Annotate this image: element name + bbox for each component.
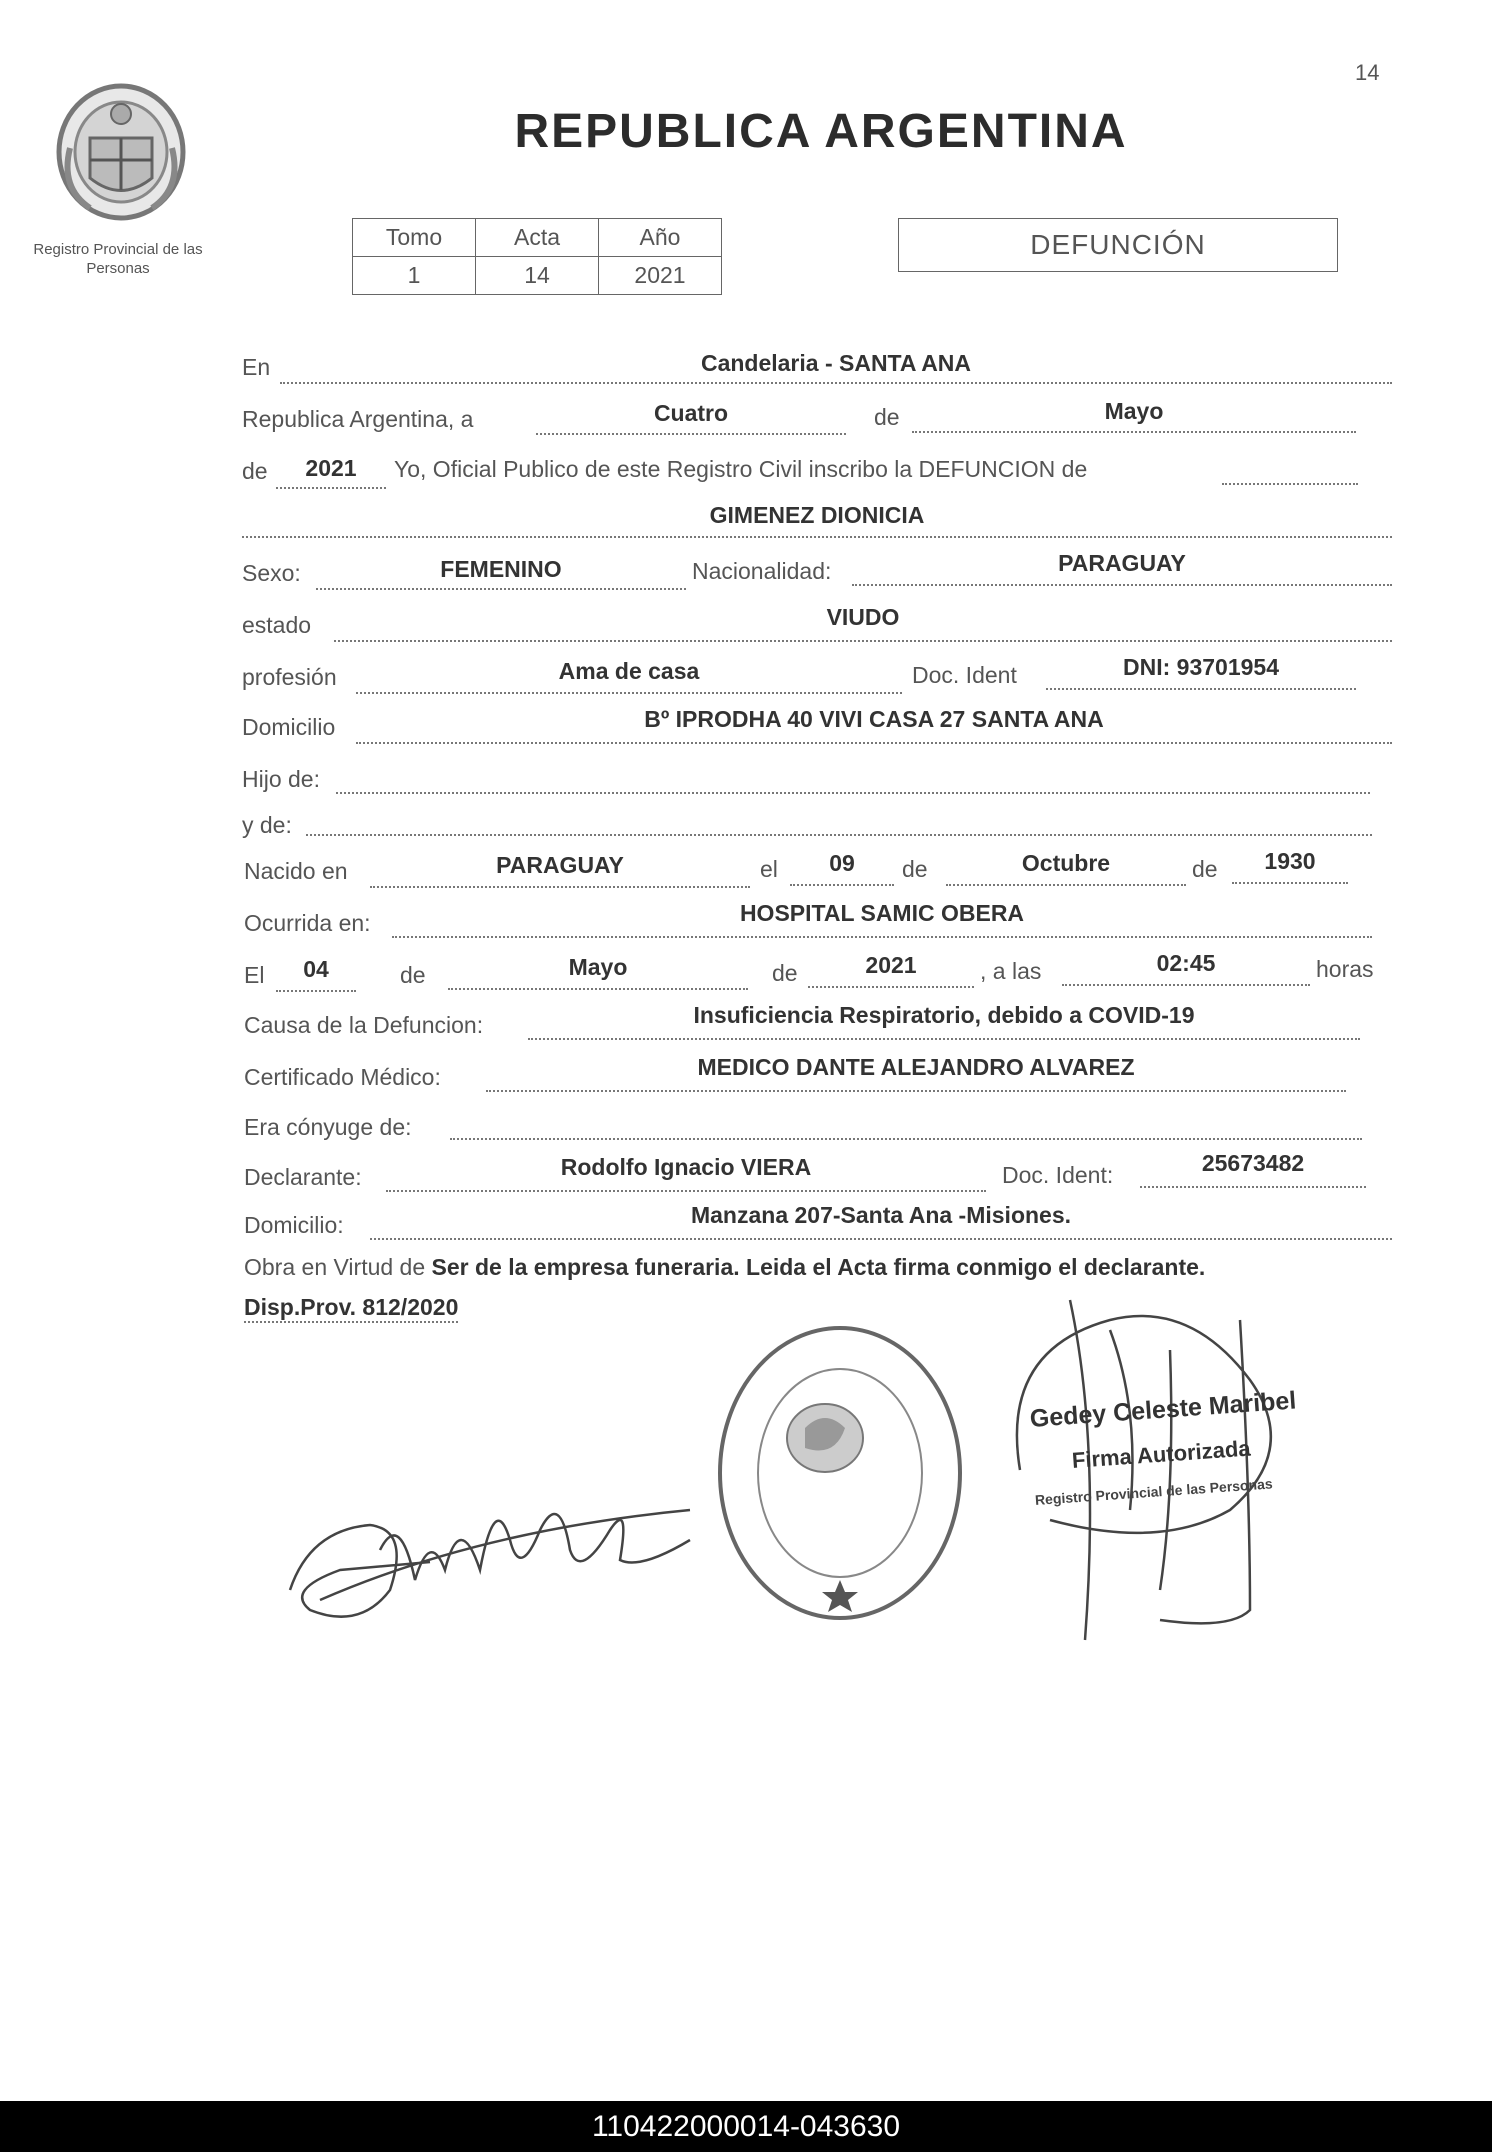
dotted-line [334, 640, 1392, 642]
nacido-value: PARAGUAY [496, 852, 624, 878]
disposition: Disp.Prov. 812/2020 [244, 1294, 458, 1323]
dotted-line [1140, 1186, 1366, 1188]
domicilio-label: Domicilio: [244, 1212, 344, 1238]
dotted-line [356, 692, 902, 694]
dotted-line [790, 884, 894, 886]
record-table [352, 218, 722, 295]
dotted-line [852, 584, 1392, 586]
registry-name: Registro Provincial de las Personas [33, 241, 203, 277]
dotted-line [370, 1238, 1392, 1240]
deceased-name: GIMENEZ DIONICIA [709, 502, 925, 528]
de-label: de [902, 856, 928, 882]
header-acta: Acta [476, 219, 599, 257]
birth-month-value: Octubre [1021, 850, 1111, 876]
horas-label: horas [1316, 956, 1374, 982]
certificado-value: MEDICO DANTE ALEJANDRO ALVAREZ [697, 1054, 1135, 1080]
dotted-line [336, 792, 1370, 794]
domicilio-value: Bº IPRODHA 40 VIVI CASA 27 SANTA ANA [644, 706, 1104, 732]
official-stamp-icon [710, 1318, 970, 1628]
dotted-line [528, 1038, 1360, 1040]
death-day-value: 04 [303, 956, 329, 982]
ocurrida-label: Ocurrida en: [244, 910, 371, 936]
dotted-line [1232, 882, 1348, 884]
dotted-line [370, 886, 750, 888]
nacionalidad-label: Nacionalidad: [692, 558, 832, 584]
certificado-label: Certificado Médico: [244, 1064, 441, 1090]
footer-code: 110422000014-043630 [0, 2101, 1492, 2152]
dotted-line [946, 884, 1186, 886]
nacido-label: Nacido en [244, 858, 348, 884]
month-value: Mayo [1104, 398, 1164, 424]
day-words-value: Cuatro [653, 400, 729, 426]
el-label: el [760, 856, 778, 882]
profesion-label: profesión [242, 664, 337, 690]
official-name: Gedey Celeste Maribel [1028, 1386, 1298, 1433]
domicilio-label: Domicilio [242, 714, 336, 740]
obra-line [244, 1254, 1394, 1281]
dotted-line [1046, 688, 1356, 690]
obra-label: Obra en Virtud de [244, 1254, 426, 1280]
dotted-line [356, 742, 1392, 744]
estado-label: estado [242, 612, 312, 638]
dotted-line [242, 536, 1392, 538]
declarante-label: Declarante: [244, 1164, 362, 1190]
dotted-line [448, 988, 748, 990]
official-role: Firma Autorizada [1071, 1435, 1252, 1473]
official-signature-icon [990, 1290, 1390, 1650]
domicilio-value: Manzana 207-Santa Ana -Misiones. [690, 1202, 1072, 1228]
official-office: Registro Provincial de las Personas [1034, 1475, 1274, 1508]
death-year-value: 2021 [865, 952, 917, 978]
obra-value: Ser de la empresa funeraria. Leida el Acta firma conmigo el declarante. [431, 1254, 1206, 1280]
profesion-value: Ama de casa [558, 658, 700, 684]
dotted-line [1222, 483, 1358, 485]
dotted-line [316, 588, 686, 590]
ocurrida-value: HOSPITAL SAMIC OBERA [739, 900, 1025, 926]
page-number: 14 [1355, 60, 1380, 85]
doc-value: 25673482 [1201, 1150, 1305, 1176]
causa-label: Causa de la Defuncion: [244, 1012, 484, 1038]
dotted-line [306, 834, 1372, 836]
hijo-label: Hijo de: [242, 766, 320, 792]
birth-day-value: 09 [829, 850, 855, 876]
declarante-value: Rodolfo Ignacio VIERA [560, 1154, 812, 1180]
birth-year-value: 1930 [1264, 848, 1316, 874]
value-acta: 14 [476, 257, 599, 295]
de-label: de [1192, 856, 1218, 882]
republica-label: Republica Argentina, a [242, 406, 474, 432]
causa-value: Insuficiencia Respiratorio, debido a COVID-19 [693, 1002, 1195, 1028]
sexo-label: Sexo: [242, 560, 301, 586]
dotted-line [386, 1190, 986, 1192]
dotted-line [392, 936, 1372, 938]
place-value: Candelaria - SANTA ANA [700, 350, 972, 376]
de-label: de [400, 962, 426, 988]
dotted-line [536, 433, 846, 435]
doc-value: DNI: 93701954 [1123, 654, 1279, 680]
el-label: El [244, 962, 265, 988]
year-value: 2021 [305, 455, 357, 481]
dotted-line [808, 986, 974, 988]
estado-value: VIUDO [826, 604, 900, 630]
value-tomo: 1 [353, 257, 476, 295]
dotted-line [1062, 984, 1310, 986]
dotted-line [450, 1138, 1362, 1140]
dotted-line [276, 990, 356, 992]
dotted-line [912, 431, 1356, 433]
dotted-line [486, 1090, 1346, 1092]
de-label: de [242, 458, 268, 484]
value-anio: 2021 [599, 257, 722, 295]
alas-label: , a las [980, 958, 1042, 984]
de-label: de [772, 960, 798, 986]
en-label: En [242, 354, 271, 380]
header-anio: Año [599, 219, 722, 257]
yde-label: y de: [242, 812, 292, 838]
declarant-signature-icon [280, 1470, 700, 1630]
record-type-box: DEFUNCIÓN [898, 218, 1338, 272]
inscribo-text: Yo, Oficial Publico de este Registro Civil inscribo la DEFUNCION de [394, 456, 1088, 482]
death-month-value: Mayo [568, 954, 628, 980]
conyuge-label: Era cónyuge de: [244, 1114, 412, 1140]
header-tomo: Tomo [353, 219, 476, 257]
nacionalidad-value: PARAGUAY [1058, 550, 1186, 576]
dotted-line [276, 487, 386, 489]
dotted-line [280, 382, 1392, 384]
sexo-value: FEMENINO [440, 556, 562, 582]
de-label: de [874, 404, 900, 430]
death-time-value: 02:45 [1156, 950, 1216, 976]
doc-label: Doc. Ident [912, 662, 1017, 688]
page-title: REPUBLICA ARGENTINA [514, 105, 1128, 158]
doc-label: Doc. Ident: [1002, 1162, 1114, 1188]
